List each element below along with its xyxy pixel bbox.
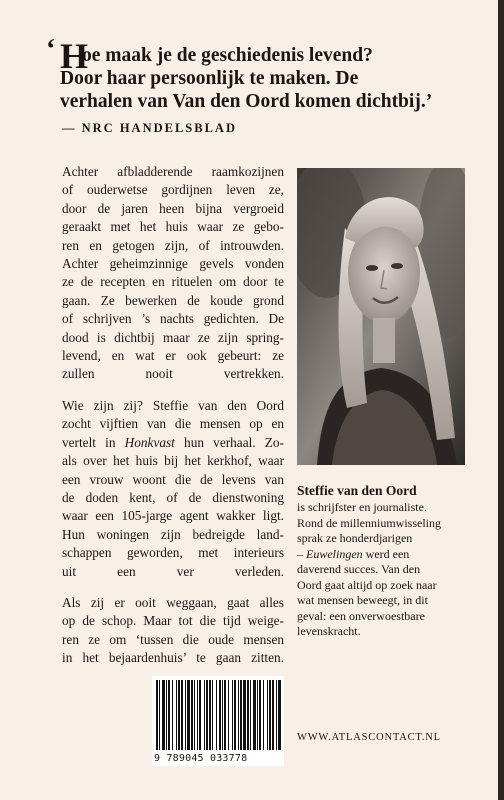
author-bio: [297, 500, 469, 640]
text-line: levend, en wat er ook gebeurt: ze: [62, 348, 284, 364]
barcode-bars: [152, 676, 284, 752]
text-line: of schrijven ’s nachts gedichten. De: [62, 311, 284, 327]
text-fragment: –: [297, 546, 306, 561]
text-line: op de schop. Maar tot die tijd weige-: [62, 613, 284, 629]
barcode-bar: [263, 680, 264, 750]
barcode-bar: [259, 680, 261, 750]
text-line: geraakt met het huis waar ze gebo-: [62, 219, 284, 235]
text-line: uit een ver verleden.: [62, 563, 284, 579]
author-portrait-photo: [297, 168, 465, 465]
blurb-text: [62, 163, 284, 681]
barcode-bar: [247, 680, 249, 750]
barcode-bar: [250, 680, 251, 750]
bio-line: geval: een onverwoestbare: [297, 608, 425, 623]
text-fragment: hun verhaal. Zo-: [174, 434, 284, 450]
text-line: ren en getogen zijn, of introuwden.: [62, 237, 284, 253]
bio-line: [297, 547, 469, 563]
barcode-bar: [206, 680, 208, 750]
barcode-bar: [168, 680, 170, 750]
bio-line: Oord gaat altijd op zoek naar: [297, 577, 437, 592]
text-line: als over het huis bij het kerkhof, waar: [62, 453, 284, 469]
barcode-bar: [267, 680, 268, 750]
barcode-bar: [224, 680, 226, 750]
barcode-bar: [232, 680, 233, 750]
text-line: gaan. Ze bewerken de koude grond: [62, 292, 284, 308]
barcode-bar: [276, 680, 277, 750]
text-fragment: vertelt in: [62, 434, 125, 450]
blurb-paragraph-2: [62, 397, 284, 581]
text-fragment: werd een: [362, 546, 410, 561]
text-line: dood is dichtbij maar ze zijn spring-: [62, 329, 284, 345]
cover-edge: [498, 0, 504, 800]
text-line: Als zij er ooit weggaan, gaat alles: [62, 594, 284, 610]
barcode-bar: [185, 680, 186, 750]
bio-line: Rond de millenniumwisseling: [297, 515, 441, 530]
blurb-paragraph-1: [62, 163, 284, 384]
quote-line: Door haar persoonlijk te maken. De: [60, 68, 359, 89]
barcode-bar: [209, 680, 211, 750]
blurb-paragraph-3: [62, 594, 284, 668]
text-line: Achter geheimzinnige gevels vonden: [62, 256, 284, 272]
author-name: Steffie van den Oord: [297, 483, 417, 498]
barcode-bar: [238, 680, 239, 750]
publisher-url: WWW.ATLASCONTACT.NL: [297, 732, 441, 743]
barcode-bar: [156, 680, 158, 750]
barcode-bar: [204, 680, 205, 750]
text-line: Achter afbladderende raamkozijnen: [62, 164, 284, 179]
barcode-bar: [216, 680, 217, 750]
barcode-bar: [278, 680, 281, 750]
text-line: de doden kent, of de dienstwoning: [62, 489, 284, 505]
text-line: zullen nooit vertrekken.: [62, 366, 284, 382]
portrait-graphic: [297, 168, 465, 465]
text-line: ren ze om ‘tussen die oude mensen: [62, 631, 284, 647]
text-line: door de jaren heen bijna vergroeid: [62, 200, 284, 216]
text-line: ze de recepten en rituelen om door te: [62, 274, 284, 290]
isbn-barcode: [152, 676, 284, 766]
quote-open-mark: ‘: [46, 34, 56, 65]
bio-line: wat mensen beweegt, in dit: [297, 593, 428, 607]
barcode-bar: [240, 680, 242, 750]
barcode-bar: [257, 680, 258, 750]
quote-line: verhalen van Van den Oord komen dichtbij.’: [60, 91, 433, 112]
barcode-digits: 9 789045 033778: [154, 753, 248, 764]
text-line: in het bejaardenhuis’ te gaan zitten.: [62, 650, 284, 666]
text-line: waar een 105-jarge agent wakker ligt.: [62, 508, 284, 524]
text-line: schappen geworden, met interieurs: [62, 545, 284, 561]
text-line: een vrouw woont die de levens van: [62, 471, 284, 487]
barcode-bar: [187, 680, 190, 750]
barcode-bar: [172, 680, 173, 750]
quote-line: oe maak je de geschiedenis levend?: [82, 45, 373, 66]
bio-line: daverend succes. Van den: [297, 562, 421, 576]
barcode-bar: [181, 680, 183, 750]
barcode-bar: [243, 680, 246, 750]
barcode-bar: [228, 680, 229, 750]
book-title: Euwelingen: [306, 546, 363, 561]
text-line: of ouderwetse gordijnen leven ze,: [62, 182, 284, 198]
book-title: Honkvast: [124, 434, 175, 450]
review-quote: [46, 34, 460, 113]
quote-attribution: — NRC HANDELSBLAD: [62, 121, 237, 135]
bio-line: levenskracht.: [297, 624, 361, 638]
bio-line: is schrijfster en journaliste.: [297, 500, 427, 514]
barcode-bar: [199, 680, 201, 750]
barcode-bar: [234, 680, 236, 750]
barcode-bar: [191, 680, 193, 750]
quote-initial: H: [60, 36, 89, 76]
text-line: [62, 434, 284, 452]
barcode-bar: [166, 680, 167, 750]
barcode-bar: [222, 680, 223, 750]
barcode-bar: [253, 680, 256, 750]
bio-line: sprak ze honderdjarigen: [297, 531, 413, 545]
text-line: Hun woningen zijn bedreigde land-: [62, 526, 284, 542]
text-line: Wie zijn zij? Steffie van den Oord: [62, 397, 284, 413]
barcode-bar: [178, 680, 180, 750]
barcode-bar: [269, 680, 271, 750]
barcode-bar: [159, 680, 160, 750]
barcode-bar: [176, 680, 177, 750]
barcode-bar: [272, 680, 274, 750]
barcode-bar: [162, 680, 165, 750]
barcode-bar: [197, 680, 198, 750]
barcode-bar: [212, 680, 213, 750]
text-line: zocht vijftien van die mensen op en: [62, 416, 284, 432]
barcode-bar: [194, 680, 195, 750]
barcode-bar: [219, 680, 221, 750]
